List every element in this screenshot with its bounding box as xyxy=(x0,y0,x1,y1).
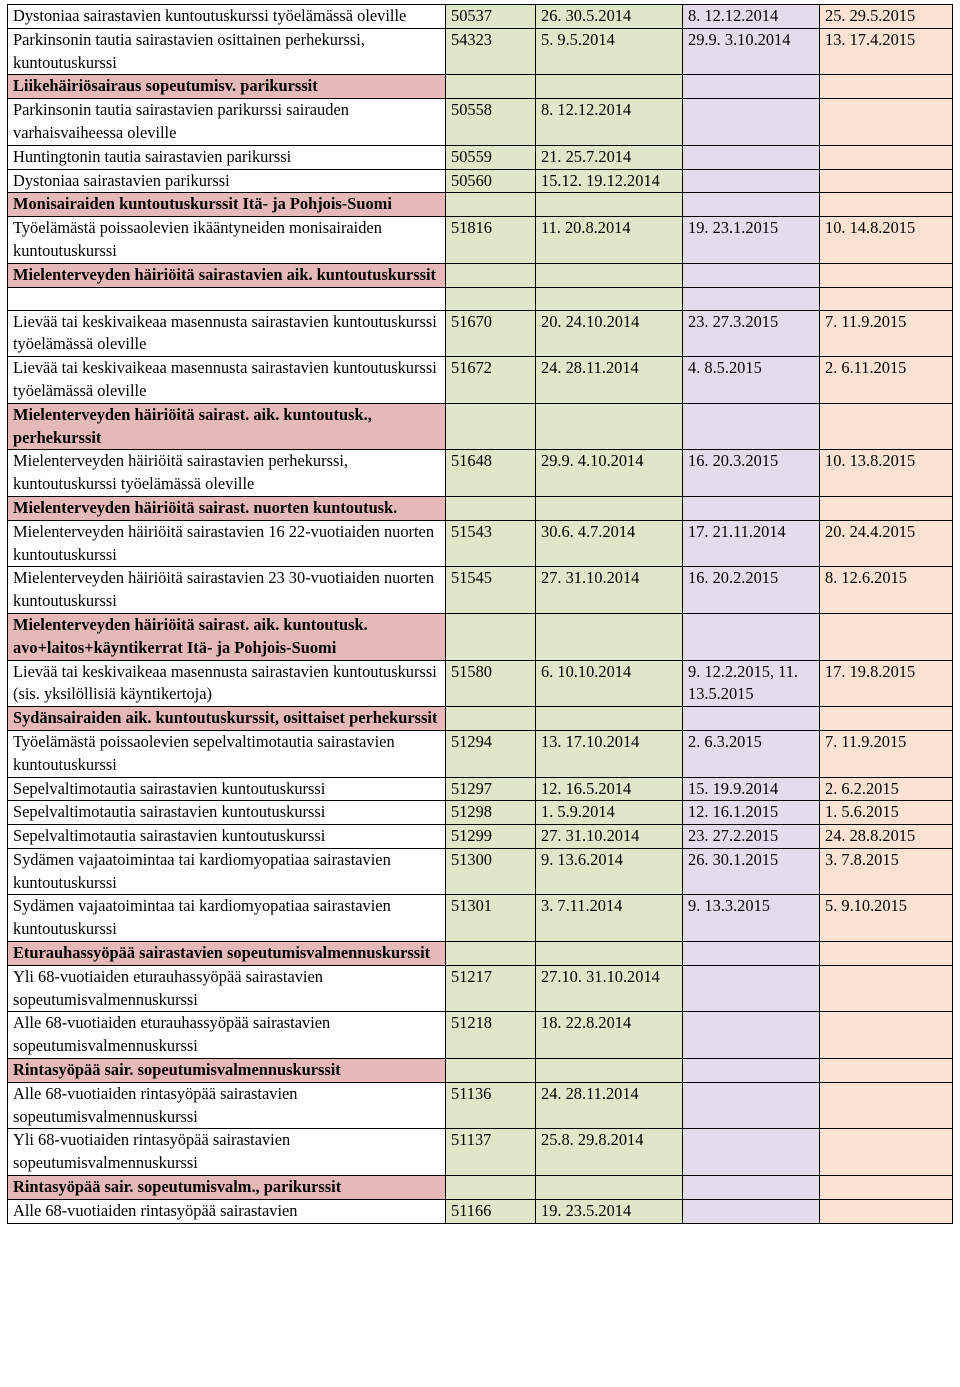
course-name-cell: Mielenterveyden häiriöitä sairastavien 23 30-vuotiaiden nuorten kuntoutuskurssi xyxy=(8,567,446,614)
course-name-cell: Sydämen vajaatoimintaa tai kardiomyopatiaa sairastavien kuntoutuskurssi xyxy=(8,848,446,895)
course-date-3-cell xyxy=(820,496,953,520)
course-date-1-cell: 13. 17.10.2014 xyxy=(536,730,683,777)
course-date-2-cell xyxy=(683,1176,820,1200)
course-code-cell xyxy=(446,193,536,217)
course-date-2-cell xyxy=(683,613,820,660)
course-name-cell: Sydämen vajaatoimintaa tai kardiomyopatiaa sairastavien kuntoutuskurssi xyxy=(8,895,446,942)
course-code-cell: 51294 xyxy=(446,730,536,777)
course-date-1-cell xyxy=(536,287,683,310)
course-name-cell: Alle 68-vuotiaiden rintasyöpää sairastavien sopeutumisvalmennuskurssi xyxy=(8,1082,446,1129)
course-date-2-cell xyxy=(683,99,820,146)
course-date-2-cell: 9. 13.3.2015 xyxy=(683,895,820,942)
course-row xyxy=(8,1082,953,1129)
course-date-3-cell xyxy=(820,942,953,966)
course-date-2-cell: 16. 20.3.2015 xyxy=(683,450,820,497)
course-date-3-cell xyxy=(820,1059,953,1083)
course-name-cell: Työelämästä poissaolevien ikääntyneiden monisairaiden kuntoutuskurssi xyxy=(8,217,446,264)
course-name-cell: Dystoniaa sairastavien parikurssi xyxy=(8,169,446,193)
course-code-cell: 51217 xyxy=(446,965,536,1012)
course-date-3-cell xyxy=(820,613,953,660)
section-header-row xyxy=(8,1176,953,1200)
course-schedule-table xyxy=(7,4,953,1224)
course-code-cell xyxy=(446,496,536,520)
course-date-1-cell: 5. 9.5.2014 xyxy=(536,28,683,75)
course-date-3-cell xyxy=(820,1129,953,1176)
section-header-row xyxy=(8,613,953,660)
course-date-2-cell: 23. 27.2.2015 xyxy=(683,825,820,849)
course-date-3-cell: 10. 14.8.2015 xyxy=(820,217,953,264)
course-row xyxy=(8,825,953,849)
course-name-cell: Alle 68-vuotiaiden rintasyöpää sairastavien xyxy=(8,1199,446,1223)
course-date-1-cell: 15.12. 19.12.2014 xyxy=(536,169,683,193)
section-title-cell: Mielenterveyden häiriöitä sairast. aik. kuntoutusk., perhekurssit xyxy=(8,403,446,450)
section-header-row xyxy=(8,707,953,731)
course-code-cell: 51137 xyxy=(446,1129,536,1176)
course-date-3-cell xyxy=(820,403,953,450)
course-code-cell: 51136 xyxy=(446,1082,536,1129)
course-date-1-cell: 30.6. 4.7.2014 xyxy=(536,520,683,567)
section-title-cell: Monisairaiden kuntoutuskurssit Itä- ja Pohjois-Suomi xyxy=(8,193,446,217)
course-code-cell xyxy=(446,1059,536,1083)
course-date-2-cell xyxy=(683,169,820,193)
section-title-cell: Mielenterveyden häiriöitä sairast. aik. kuntoutusk. avo+laitos+käyntikerrat Itä- ja Pohjois-Suomi xyxy=(8,613,446,660)
course-date-2-cell: 19. 23.1.2015 xyxy=(683,217,820,264)
course-date-1-cell: 24. 28.11.2014 xyxy=(536,1082,683,1129)
course-row xyxy=(8,1199,953,1223)
course-row xyxy=(8,777,953,801)
section-title-cell: Eturauhassyöpää sairastavien sopeutumisvalmennuskurssit xyxy=(8,942,446,966)
course-row xyxy=(8,99,953,146)
course-name-cell: Mielenterveyden häiriöitä sairastavien perhekurssi, kuntoutuskurssi työelämässä oleville xyxy=(8,450,446,497)
course-name-cell: Yli 68-vuotiaiden rintasyöpää sairastavien sopeutumisvalmennuskurssi xyxy=(8,1129,446,1176)
course-name-cell: Lievää tai keskivaikeaa masennusta sairastavien kuntoutuskurssi työelämässä oleville xyxy=(8,357,446,404)
course-date-1-cell: 6. 10.10.2014 xyxy=(536,660,683,707)
course-code-cell xyxy=(446,942,536,966)
course-row xyxy=(8,145,953,169)
course-date-1-cell: 9. 13.6.2014 xyxy=(536,848,683,895)
course-date-3-cell xyxy=(820,75,953,99)
course-row xyxy=(8,730,953,777)
course-row xyxy=(8,169,953,193)
course-date-1-cell xyxy=(536,75,683,99)
section-title-cell: Liikehäiriösairaus sopeutumisv. parikurssit xyxy=(8,75,446,99)
course-date-1-cell xyxy=(536,263,683,287)
course-date-3-cell: 24. 28.8.2015 xyxy=(820,825,953,849)
course-date-2-cell xyxy=(683,287,820,310)
course-date-1-cell: 3. 7.11.2014 xyxy=(536,895,683,942)
course-date-3-cell: 10. 13.8.2015 xyxy=(820,450,953,497)
course-row xyxy=(8,660,953,707)
course-date-1-cell xyxy=(536,942,683,966)
course-code-cell xyxy=(446,1176,536,1200)
course-date-3-cell xyxy=(820,1199,953,1223)
course-date-2-cell xyxy=(683,145,820,169)
course-code-cell: 51670 xyxy=(446,310,536,357)
course-code-cell: 51297 xyxy=(446,777,536,801)
course-code-cell xyxy=(446,287,536,310)
course-date-3-cell xyxy=(820,263,953,287)
course-code-cell: 51545 xyxy=(446,567,536,614)
course-date-1-cell xyxy=(536,1059,683,1083)
course-date-1-cell: 21. 25.7.2014 xyxy=(536,145,683,169)
course-code-cell: 51299 xyxy=(446,825,536,849)
section-title-cell: Mielenterveyden häiriöitä sairastavien aik. kuntoutuskurssit xyxy=(8,263,446,287)
course-date-3-cell xyxy=(820,1176,953,1200)
section-title-cell: Mielenterveyden häiriöitä sairast. nuorten kuntoutusk. xyxy=(8,496,446,520)
course-date-2-cell xyxy=(683,193,820,217)
course-date-3-cell xyxy=(820,1082,953,1129)
course-date-1-cell xyxy=(536,613,683,660)
course-code-cell xyxy=(446,707,536,731)
course-date-2-cell: 15. 19.9.2014 xyxy=(683,777,820,801)
course-name-cell: Lievää tai keskivaikeaa masennusta sairastavien kuntoutuskurssi työelämässä oleville xyxy=(8,310,446,357)
course-date-2-cell: 16. 20.2.2015 xyxy=(683,567,820,614)
section-header-row xyxy=(8,942,953,966)
course-date-1-cell xyxy=(536,707,683,731)
course-date-3-cell xyxy=(820,707,953,731)
course-name-cell: Alle 68-vuotiaiden eturauhassyöpää sairastavien sopeutumisvalmennuskurssi xyxy=(8,1012,446,1059)
course-date-3-cell: 7. 11.9.2015 xyxy=(820,730,953,777)
section-title-cell: Rintasyöpää sair. sopeutumisvalmennuskurssit xyxy=(8,1059,446,1083)
course-date-1-cell: 26. 30.5.2014 xyxy=(536,5,683,29)
course-code-cell xyxy=(446,403,536,450)
course-code-cell xyxy=(446,263,536,287)
course-date-2-cell: 23. 27.3.2015 xyxy=(683,310,820,357)
course-date-3-cell: 3. 7.8.2015 xyxy=(820,848,953,895)
course-name-cell: Parkinsonin tautia sairastavien osittainen perhekurssi, kuntoutuskurssi xyxy=(8,28,446,75)
course-row xyxy=(8,357,953,404)
course-code-cell: 51218 xyxy=(446,1012,536,1059)
course-date-3-cell: 20. 24.4.2015 xyxy=(820,520,953,567)
course-name-cell: Sepelvaltimotautia sairastavien kuntoutuskurssi xyxy=(8,825,446,849)
course-date-3-cell: 17. 19.8.2015 xyxy=(820,660,953,707)
spacer-row xyxy=(8,287,953,310)
course-date-1-cell xyxy=(536,193,683,217)
course-date-2-cell: 29.9. 3.10.2014 xyxy=(683,28,820,75)
section-header-row xyxy=(8,403,953,450)
section-header-row xyxy=(8,496,953,520)
course-row xyxy=(8,848,953,895)
course-code-cell: 51301 xyxy=(446,895,536,942)
course-date-2-cell: 2. 6.3.2015 xyxy=(683,730,820,777)
course-date-2-cell xyxy=(683,496,820,520)
course-date-2-cell: 26. 30.1.2015 xyxy=(683,848,820,895)
course-row xyxy=(8,310,953,357)
course-code-cell: 51543 xyxy=(446,520,536,567)
course-code-cell: 51166 xyxy=(446,1199,536,1223)
course-name-cell: Mielenterveyden häiriöitä sairastavien 16 22-vuotiaiden nuorten kuntoutuskurssi xyxy=(8,520,446,567)
course-date-3-cell: 2. 6.11.2015 xyxy=(820,357,953,404)
course-name-cell: Parkinsonin tautia sairastavien parikurssi sairauden varhaisvaiheessa oleville xyxy=(8,99,446,146)
course-date-2-cell xyxy=(683,1199,820,1223)
course-date-3-cell xyxy=(820,193,953,217)
course-date-3-cell: 2. 6.2.2015 xyxy=(820,777,953,801)
course-date-3-cell xyxy=(820,169,953,193)
course-date-1-cell: 19. 23.5.2014 xyxy=(536,1199,683,1223)
course-code-cell: 51580 xyxy=(446,660,536,707)
course-date-3-cell: 5. 9.10.2015 xyxy=(820,895,953,942)
course-code-cell: 51672 xyxy=(446,357,536,404)
course-code-cell: 50560 xyxy=(446,169,536,193)
course-code-cell: 50559 xyxy=(446,145,536,169)
course-date-1-cell: 20. 24.10.2014 xyxy=(536,310,683,357)
course-code-cell: 51648 xyxy=(446,450,536,497)
course-date-2-cell xyxy=(683,707,820,731)
course-code-cell: 51816 xyxy=(446,217,536,264)
section-header-row xyxy=(8,263,953,287)
section-header-row xyxy=(8,1059,953,1083)
course-date-1-cell: 24. 28.11.2014 xyxy=(536,357,683,404)
course-date-1-cell: 27. 31.10.2014 xyxy=(536,567,683,614)
course-date-3-cell xyxy=(820,965,953,1012)
course-name-cell: Sepelvaltimotautia sairastavien kuntoutuskurssi xyxy=(8,777,446,801)
course-code-cell: 54323 xyxy=(446,28,536,75)
course-date-1-cell: 8. 12.12.2014 xyxy=(536,99,683,146)
course-date-3-cell xyxy=(820,287,953,310)
course-row xyxy=(8,895,953,942)
course-code-cell xyxy=(446,75,536,99)
course-date-1-cell: 27. 31.10.2014 xyxy=(536,825,683,849)
course-date-3-cell: 25. 29.5.2015 xyxy=(820,5,953,29)
section-header-row xyxy=(8,193,953,217)
course-date-2-cell xyxy=(683,1129,820,1176)
course-code-cell: 51300 xyxy=(446,848,536,895)
course-date-2-cell xyxy=(683,942,820,966)
course-date-3-cell: 7. 11.9.2015 xyxy=(820,310,953,357)
course-row xyxy=(8,567,953,614)
course-date-3-cell: 13. 17.4.2015 xyxy=(820,28,953,75)
course-row xyxy=(8,217,953,264)
course-date-2-cell xyxy=(683,1059,820,1083)
course-name-cell: Sepelvaltimotautia sairastavien kuntoutuskurssi xyxy=(8,801,446,825)
course-date-1-cell: 27.10. 31.10.2014 xyxy=(536,965,683,1012)
course-date-2-cell: 8. 12.12.2014 xyxy=(683,5,820,29)
course-date-2-cell xyxy=(683,75,820,99)
section-header-row xyxy=(8,75,953,99)
course-date-2-cell xyxy=(683,965,820,1012)
course-date-3-cell xyxy=(820,99,953,146)
course-date-2-cell xyxy=(683,1082,820,1129)
course-row xyxy=(8,801,953,825)
course-code-cell xyxy=(446,613,536,660)
course-date-1-cell: 29.9. 4.10.2014 xyxy=(536,450,683,497)
section-title-cell: Rintasyöpää sair. sopeutumisvalm., parikurssit xyxy=(8,1176,446,1200)
course-date-2-cell: 9. 12.2.2015, 11. 13.5.2015 xyxy=(683,660,820,707)
course-date-3-cell: 8. 12.6.2015 xyxy=(820,567,953,614)
course-name-cell: Työelämästä poissaolevien sepelvaltimotautia sairastavien kuntoutuskurssi xyxy=(8,730,446,777)
course-date-1-cell: 25.8. 29.8.2014 xyxy=(536,1129,683,1176)
course-code-cell: 50537 xyxy=(446,5,536,29)
course-date-2-cell xyxy=(683,1012,820,1059)
course-row xyxy=(8,1012,953,1059)
course-row xyxy=(8,1129,953,1176)
course-row xyxy=(8,5,953,29)
course-name-cell: Lievää tai keskivaikeaa masennusta sairastavien kuntoutuskurssi (sis. yksilöllisiä käyntikertoja) xyxy=(8,660,446,707)
course-date-3-cell xyxy=(820,1012,953,1059)
course-date-2-cell: 12. 16.1.2015 xyxy=(683,801,820,825)
course-name-cell: Dystoniaa sairastavien kuntoutuskurssi työelämässä oleville xyxy=(8,5,446,29)
section-title-cell: Sydänsairaiden aik. kuntoutuskurssit, osittaiset perhekurssit xyxy=(8,707,446,731)
course-date-1-cell xyxy=(536,496,683,520)
course-row xyxy=(8,965,953,1012)
course-date-1-cell: 1. 5.9.2014 xyxy=(536,801,683,825)
course-date-2-cell xyxy=(683,263,820,287)
course-date-1-cell: 18. 22.8.2014 xyxy=(536,1012,683,1059)
course-code-cell: 50558 xyxy=(446,99,536,146)
course-date-2-cell: 4. 8.5.2015 xyxy=(683,357,820,404)
course-date-1-cell xyxy=(536,1176,683,1200)
course-date-1-cell: 11. 20.8.2014 xyxy=(536,217,683,264)
course-name-cell: Yli 68-vuotiaiden eturauhassyöpää sairastavien sopeutumisvalmennuskurssi xyxy=(8,965,446,1012)
course-row xyxy=(8,520,953,567)
course-row xyxy=(8,450,953,497)
course-date-1-cell: 12. 16.5.2014 xyxy=(536,777,683,801)
course-code-cell: 51298 xyxy=(446,801,536,825)
course-date-2-cell: 17. 21.11.2014 xyxy=(683,520,820,567)
course-date-1-cell xyxy=(536,403,683,450)
course-name-cell: Huntingtonin tautia sairastavien parikurssi xyxy=(8,145,446,169)
course-name-cell xyxy=(8,287,446,310)
course-date-3-cell xyxy=(820,145,953,169)
course-date-2-cell xyxy=(683,403,820,450)
course-row xyxy=(8,28,953,75)
course-date-3-cell: 1. 5.6.2015 xyxy=(820,801,953,825)
